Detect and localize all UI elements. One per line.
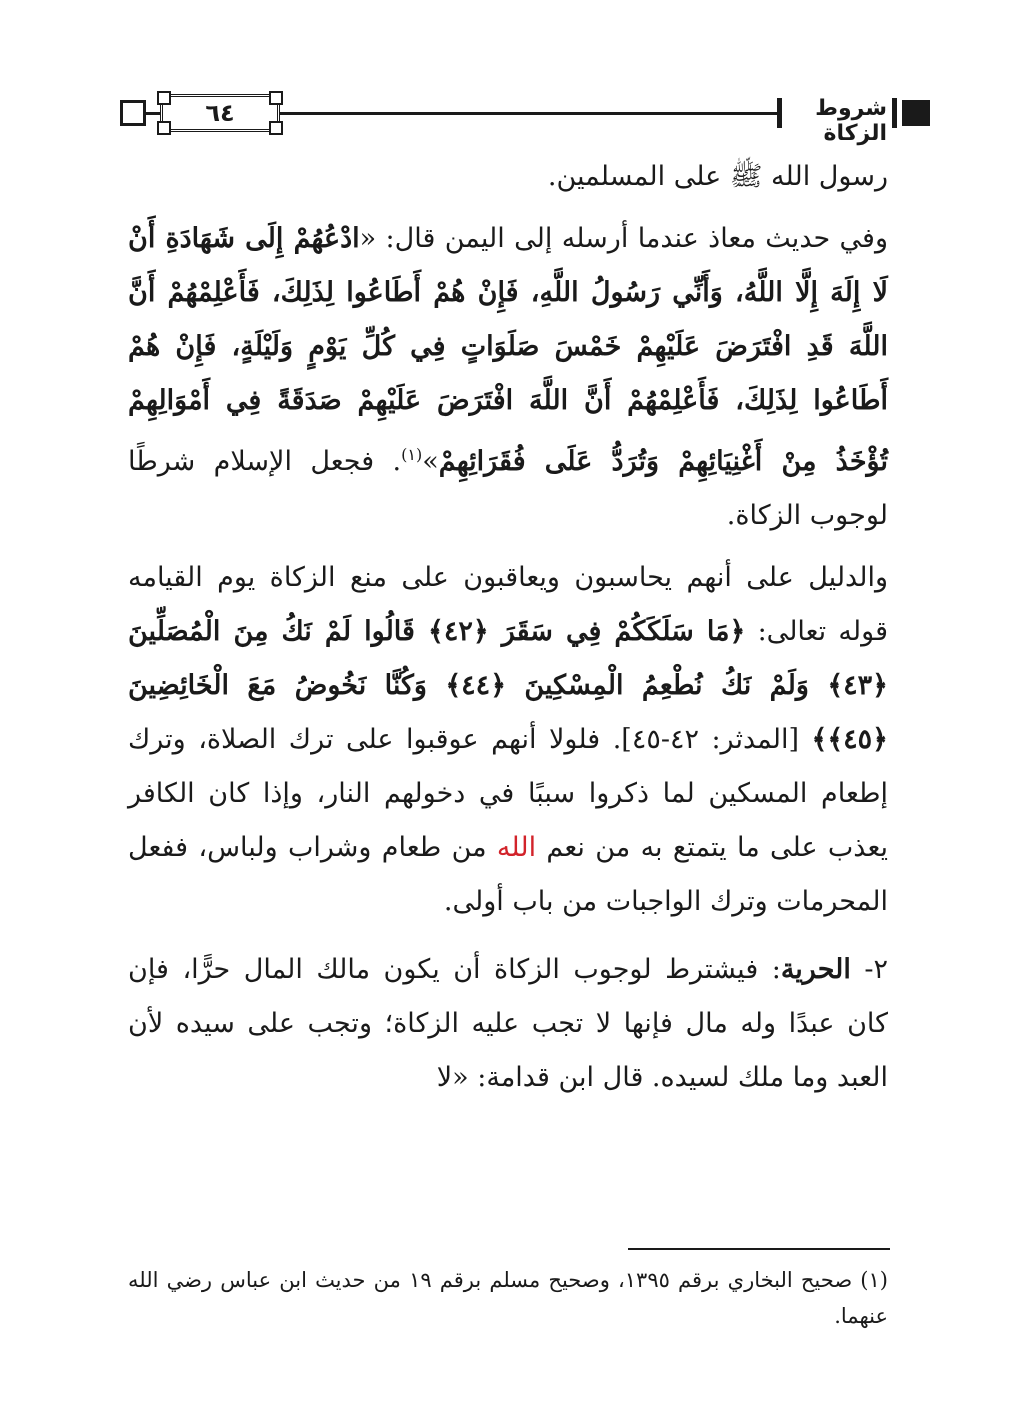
header-rule (317, 112, 777, 115)
paragraph: وفي حديث معاذ عندما أرسله إلى اليمن قال: «ادْعُهُمْ إِلَى شَهَادَةِ أَنْ لَا إِلَهَ إِلَّا اللَّهُ، وَأَنِّي رَسُولُ اللَّهِ، فَإِنْ هُمْ أَطَاعُوا لِذَلِكَ، فَأَعْلِمْهُمْ أَنَّ اللَّهَ قَدِ افْتَرَضَ عَلَيْهِمْ خَمْسَ صَلَوَاتٍ فِي كُلِّ يَوْمٍ وَلَيْلَةٍ، فَإِنْ هُمْ أَطَاعُوا لِذَلِكَ، فَأَعْلِمْهُمْ أَنَّ اللَّهَ افْتَرَضَ عَلَيْهِمْ صَدَقَةً فِي أَمْوَالِهِمْ تُؤْخَذُ مِنْ أَغْنِيَائِهِمْ وَتُرَدُّ عَلَى فُقَرَائِهِمْ»$^{(١)}$. فجعل الإسلام شرطًا لوجوب الزكاة. (128, 223, 888, 531)
term-heading: الحرية (780, 954, 851, 985)
page-number-frame (160, 94, 280, 132)
header-ornament-right (902, 100, 930, 126)
paragraph: ٢- الحرية: فيشترط لوجوب الزكاة أن يكون مالك المال حرًّا، فإن كان عبدًا وله مال فإنها لا تجب عليه الزكاة؛ وتجب على سيده لأن العبد وما ملك لسيده. قال ابن قدامة: «لا (128, 954, 888, 1093)
section-title: شروط الزكاة (785, 96, 895, 146)
footnote-separator (628, 1248, 890, 1250)
divine-name: الله (496, 832, 537, 863)
hadith-text: ادْعُهُمْ إِلَى شَهَادَةِ أَنْ لَا إِلَهَ إِلَّا اللَّهُ، وَأَنِّي رَسُولُ اللَّهِ، فَإِنْ هُمْ أَطَاعُوا لِذَلِكَ، فَأَعْلِمْهُمْ أَنَّ اللَّهَ قَدِ افْتَرَضَ عَلَيْهِمْ خَمْسَ صَلَوَاتٍ فِي كُلِّ يَوْمٍ وَلَيْلَةٍ، فَإِنْ هُمْ أَطَاعُوا لِذَلِكَ، فَأَعْلِمْهُمْ أَنَّ اللَّهَ افْتَرَضَ عَلَيْهِمْ صَدَقَةً فِي أَمْوَالِهِمْ تُؤْخَذُ مِنْ أَغْنِيَائِهِمْ وَتُرَدُّ عَلَى فُقَرَائِهِمْ (128, 223, 888, 477)
quran-verse: ﴿مَا سَلَكَكُمْ فِي سَقَرَ ﴿٤٢﴾ قَالُوا لَمْ نَكُ مِنَ الْمُصَلِّينَ ﴿٤٣﴾ وَلَمْ نَكُ نُطْعِمُ الْمِسْكِينَ ﴿٤٤﴾ وَكُنَّا نَخُوضُ مَعَ الْخَائِضِينَ ﴿٤٥﴾﴾ (128, 616, 888, 755)
page-number: ٦٤ (205, 99, 235, 127)
header-ornament-left (120, 100, 146, 126)
paragraph: رسول الله ﷺ على المسلمين. (547, 161, 888, 192)
footnote: (١) صحيح البخاري برقم ١٣٩٥، وصحيح مسلم برقم ١٩ من حديث ابن عباس رضي الله عنهما. (128, 1268, 888, 1328)
main-text (128, 150, 888, 1113)
paragraph: والدليل على أنهم يحاسبون ويعاقبون على منع الزكاة يوم القيامه قوله تعالى: ﴿مَا سَلَكَكُمْ فِي سَقَرَ ﴿٤٢﴾ قَالُوا لَمْ نَكُ مِنَ الْمُصَلِّينَ ﴿٤٣﴾ وَلَمْ نَكُ نُطْعِمُ الْمِسْكِينَ ﴿٤٤﴾ وَكُنَّا نَخُوضُ مَعَ الْخَائِضِينَ ﴿٤٥﴾﴾ [المدثر: ٤٢-٤٥]. فلولا أنهم عوقبوا على ترك الصلاة، وترك إطعام المسكين لما ذكروا سببًا في دخولهم النار، وإذا كان الكافر يعذب على ما يتمتع به من نعم الله من طعام وشراب ولباس، ففعل المحرمات وترك الواجبات من باب أولى. (128, 562, 889, 917)
header-rule (146, 112, 160, 115)
page-header (120, 92, 895, 146)
footnote-reference: (١) (401, 445, 423, 464)
